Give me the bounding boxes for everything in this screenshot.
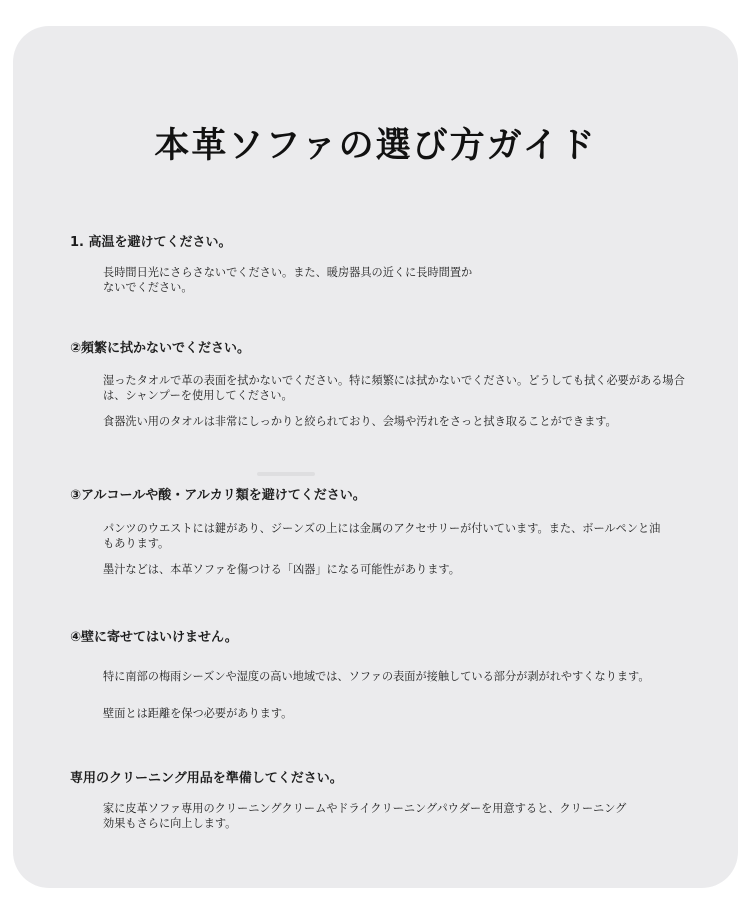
section-5-paragraph-1: 家に皮革ソファ専用のクリーニングクリームやドライクリーニングパウダーを用意すると、クリーニング効果もさらに向上します。: [103, 802, 627, 830]
section-heading-2: ②頻繁に拭かないでください。: [70, 341, 251, 356]
section-heading-5: 専用のクリーニング用品を準備してください。: [70, 771, 343, 786]
section-2-paragraph-1: 湿ったタオルで革の表面を拭かないでください。特に頻繁には拭かないでください。どうしても拭く必要がある場合は、シャンプーを使用してください。: [103, 374, 685, 402]
section-heading-3: ③アルコールや酸・アルカリ類を避けてください。: [70, 488, 366, 503]
section-3-paragraph-1: パンツのウエストには鍵があり、ジーンズの上には金属のアクセサリーが付いています。また、ボールペンと油もあります。: [103, 522, 661, 550]
section-4-paragraph-2: 壁面とは距離を保つ必要があります。: [103, 707, 293, 720]
section-heading-4: ④壁に寄せてはいけません。: [70, 630, 238, 645]
page-title: 本革ソファの選び方ガイド: [154, 126, 597, 166]
guide-card: [13, 26, 738, 888]
section-1-paragraph-1: 長時間日光にさらさないでください。また、暖房器具の近くに長時間置かないでください。: [103, 266, 473, 294]
scan-smudge: [257, 472, 315, 476]
section-3-paragraph-2: 墨汁などは、本革ソファを傷つける「凶器」になる可能性があります。: [103, 563, 460, 576]
section-4-paragraph-1: 特に南部の梅雨シーズンや湿度の高い地域では、ソファの表面が接触している部分が剥がれやすくなります。: [103, 670, 650, 683]
section-heading-1: 1. 高温を避けてください。: [70, 235, 232, 250]
section-2-paragraph-2: 食器洗い用のタオルは非常にしっかりと絞られており、会場や汚れをさっと拭き取ることができます。: [103, 415, 617, 428]
